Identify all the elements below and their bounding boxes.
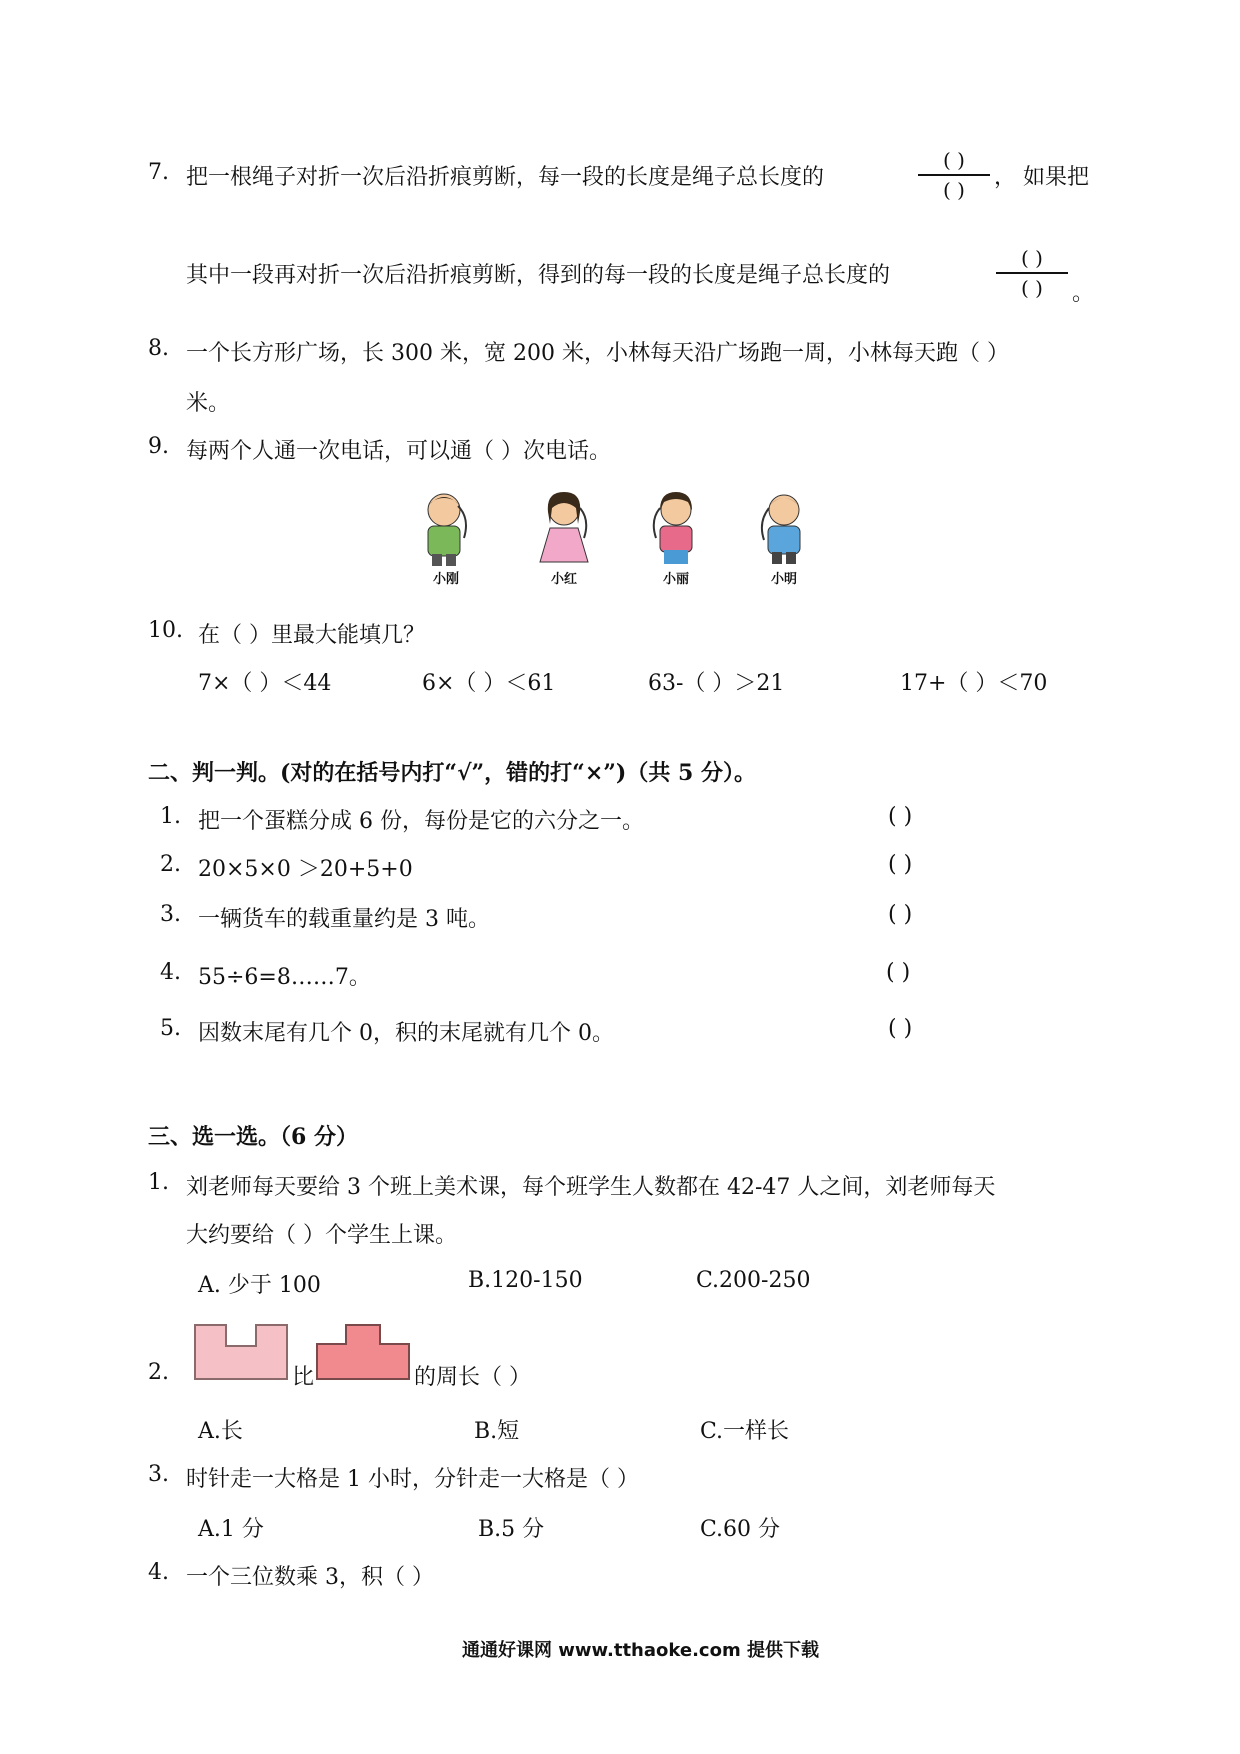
judge-item-text: 一辆货车的载重量约是 3 吨。 (198, 907, 490, 932)
fraction-numerator: ( ) (1021, 246, 1043, 270)
q8-line1: 一个长方形广场，长 300 米，宽 200 米，小林每天沿广场跑一周，小林每天跑（ ） (186, 341, 1009, 366)
judge-item-number: 4. (160, 960, 181, 985)
answer-parentheses[interactable]: ( ) (888, 852, 913, 877)
notched-rectangle-shape (194, 1324, 288, 1380)
choice-option[interactable]: A. 少于 100 (198, 1273, 321, 1298)
judge-item-text: 20×5×0 ＞20+5+0 (198, 857, 413, 882)
choice-q3-number: 3. (148, 1462, 169, 1487)
choice-q4-number: 4. (148, 1560, 169, 1585)
boy-phone-illustration (414, 488, 478, 568)
choice-q2-number: 2. (148, 1360, 169, 1385)
choice-q2-tail: 的周长（ ） (414, 1365, 531, 1390)
kid-name: 小红 (550, 572, 577, 587)
q8-line2: 米。 (186, 391, 231, 416)
judge-item-text: 把一个蛋糕分成 6 份，每份是它的六分之一。 (198, 809, 644, 834)
kid-name: 小明 (770, 572, 797, 587)
judge-item-text: 55÷6=8……7。 (198, 965, 371, 990)
choice-option[interactable]: A.长 (198, 1419, 243, 1444)
section3-heading: 三、选一选。（6 分） (148, 1124, 358, 1150)
girl-phone-illustration (532, 488, 596, 568)
kid-name: 小刚 (432, 572, 459, 587)
q10-expression: 63-（ ）＞21 (648, 671, 785, 696)
judge-item-text: 因数末尾有几个 0，积的末尾就有几个 0。 (198, 1021, 614, 1046)
girl-phone-illustration (644, 488, 708, 568)
kid-name: 小丽 (662, 572, 689, 587)
choice-q4-text: 一个三位数乘 3，积（ ） (186, 1565, 434, 1590)
fraction-numerator: ( ) (943, 148, 965, 172)
choice-option[interactable]: B.5 分 (478, 1517, 545, 1542)
q10-number: 10. (148, 618, 183, 643)
stepped-rectangle-shape (316, 1324, 410, 1380)
choice-option[interactable]: B.短 (474, 1419, 520, 1444)
q8-number: 8. (148, 336, 169, 361)
q7-line2: 其中一段再对折一次后沿折痕剪断，得到的每一段的长度是绳子总长度的 (186, 263, 891, 288)
q7-fraction-1 (916, 146, 992, 204)
footer-credit: 通通好课网 www.tthaoke.com 提供下载 (462, 1640, 819, 1661)
choice-option[interactable]: B.120-150 (468, 1268, 583, 1293)
q9-number: 9. (148, 434, 169, 459)
q7-fraction-2 (994, 244, 1070, 302)
q10-expression: 6×（ ）＜61 (422, 671, 556, 696)
judge-item-number: 1. (160, 804, 181, 829)
q10-text: 在（ ）里最大能填几？ (198, 623, 425, 648)
q10-expression: 7×（ ）＜44 (198, 671, 332, 696)
choice-option[interactable]: A.1 分 (198, 1517, 264, 1542)
answer-parentheses[interactable]: ( ) (888, 1016, 913, 1041)
judge-item-number: 5. (160, 1016, 181, 1041)
q9-text: 每两个人通一次电话，可以通（ ）次电话。 (186, 439, 611, 464)
choice-q1-line2: 大约要给（ ）个学生上课。 (186, 1223, 457, 1248)
q10-expression: 17+（ ）＜70 (900, 671, 1048, 696)
answer-parentheses[interactable]: ( ) (888, 804, 913, 829)
choice-q3-text: 时针走一大格是 1 小时，分针走一大格是（ ） (186, 1467, 639, 1492)
q7-line1: 把一根绳子对折一次后沿折痕剪断，每一段的长度是绳子总长度的 (186, 165, 825, 190)
choice-option[interactable]: C.一样长 (700, 1419, 790, 1444)
answer-parentheses[interactable]: ( ) (886, 960, 911, 985)
fraction-denominator: ( ) (943, 178, 965, 202)
section2-heading: 二、判一判。(对的在括号内打“√”，错的打“×”)（共 5 分）。 (148, 760, 756, 786)
boy-phone-illustration (752, 488, 816, 568)
fraction-denominator: ( ) (1021, 276, 1043, 300)
judge-item-number: 3. (160, 902, 181, 927)
q7-line1-tail: ， 如果把 (994, 165, 1089, 190)
judge-item-number: 2. (160, 852, 181, 877)
answer-parentheses[interactable]: ( ) (888, 902, 913, 927)
choice-option[interactable]: C.60 分 (700, 1517, 781, 1542)
choice-q2-compare-word: 比 (292, 1365, 315, 1390)
q7-line2-tail: 。 (1072, 281, 1095, 306)
choice-q1-line1: 刘老师每天要给 3 个班上美术课，每个班学生人数都在 42-47 人之间，刘老师每天 (186, 1175, 996, 1200)
choice-q1-number: 1. (148, 1170, 169, 1195)
q7-number: 7. (148, 160, 169, 185)
choice-option[interactable]: C.200-250 (696, 1268, 811, 1293)
